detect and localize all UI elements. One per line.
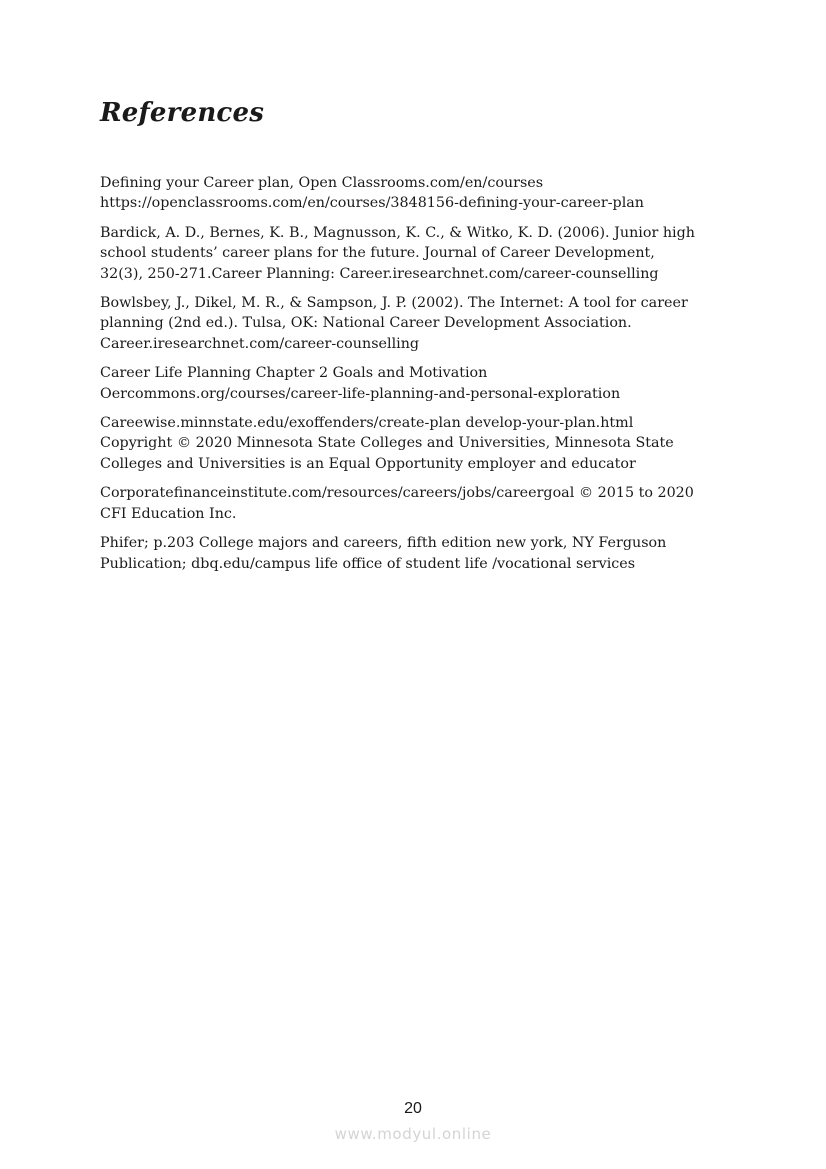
reference-line: planning (2nd ed.). Tulsa, OK: National Career Development Association. [100,315,632,332]
reference-entry [100,413,730,474]
reference-line: https://openclassrooms.com/en/courses/3848156-defining-your-career-plan [100,195,645,212]
reference-line: Career.iresearchnet.com/career-counselling [100,335,420,352]
reference-line: Oercommons.org/courses/career-life-planning-and-personal-exploration [100,385,621,402]
reference-line: CFI Education Inc. [100,505,237,522]
reference-line: Publication; dbq.edu/campus life office of student life /vocational services [100,555,636,572]
reference-line: 32(3), 250-271.Career Planning: Career.iresearchnet.com/career-counselling [100,265,659,282]
reference-entry [100,483,730,524]
reference-list [100,173,730,583]
reference-entry [100,293,730,354]
reference-line: Bowlsbey, J., Dikel, M. R., & Sampson, J. P. (2002). The Internet: A tool for career [100,295,688,312]
reference-line: Careewise.minnstate.edu/exoffenders/create-plan develop-your-plan.html [100,415,634,432]
reference-line: Bardick, A. D., Bernes, K. B., Magnusson, K. C., & Witko, K. D. (2006). Junior high [100,224,695,241]
page-number: 20 [404,1100,422,1117]
watermark-text: www.modyul.online [334,1125,492,1143]
reference-entry [100,533,730,574]
reference-line: Copyright © 2020 Minnesota State Colleges and Universities, Minnesota State [100,435,674,452]
reference-line: Colleges and Universities is an Equal Opportunity employer and educator [100,455,636,472]
reference-entry [100,223,730,284]
reference-entry [100,363,730,404]
page-title: References [100,98,265,128]
reference-entry [100,173,730,214]
reference-line: Defining your Career plan, Open Classrooms.com/en/courses [100,175,544,191]
reference-line: Phifer; p.203 College majors and careers, fifth edition new york, NY Ferguson [100,535,667,552]
reference-line: Career Life Planning Chapter 2 Goals and Motivation [100,365,488,382]
reference-line: school students’ career plans for the future. Journal of Career Development, [100,245,655,262]
reference-line: Corporatefinanceinstitute.com/resources/careers/jobs/careergoal © 2015 to 2020 [100,485,694,502]
